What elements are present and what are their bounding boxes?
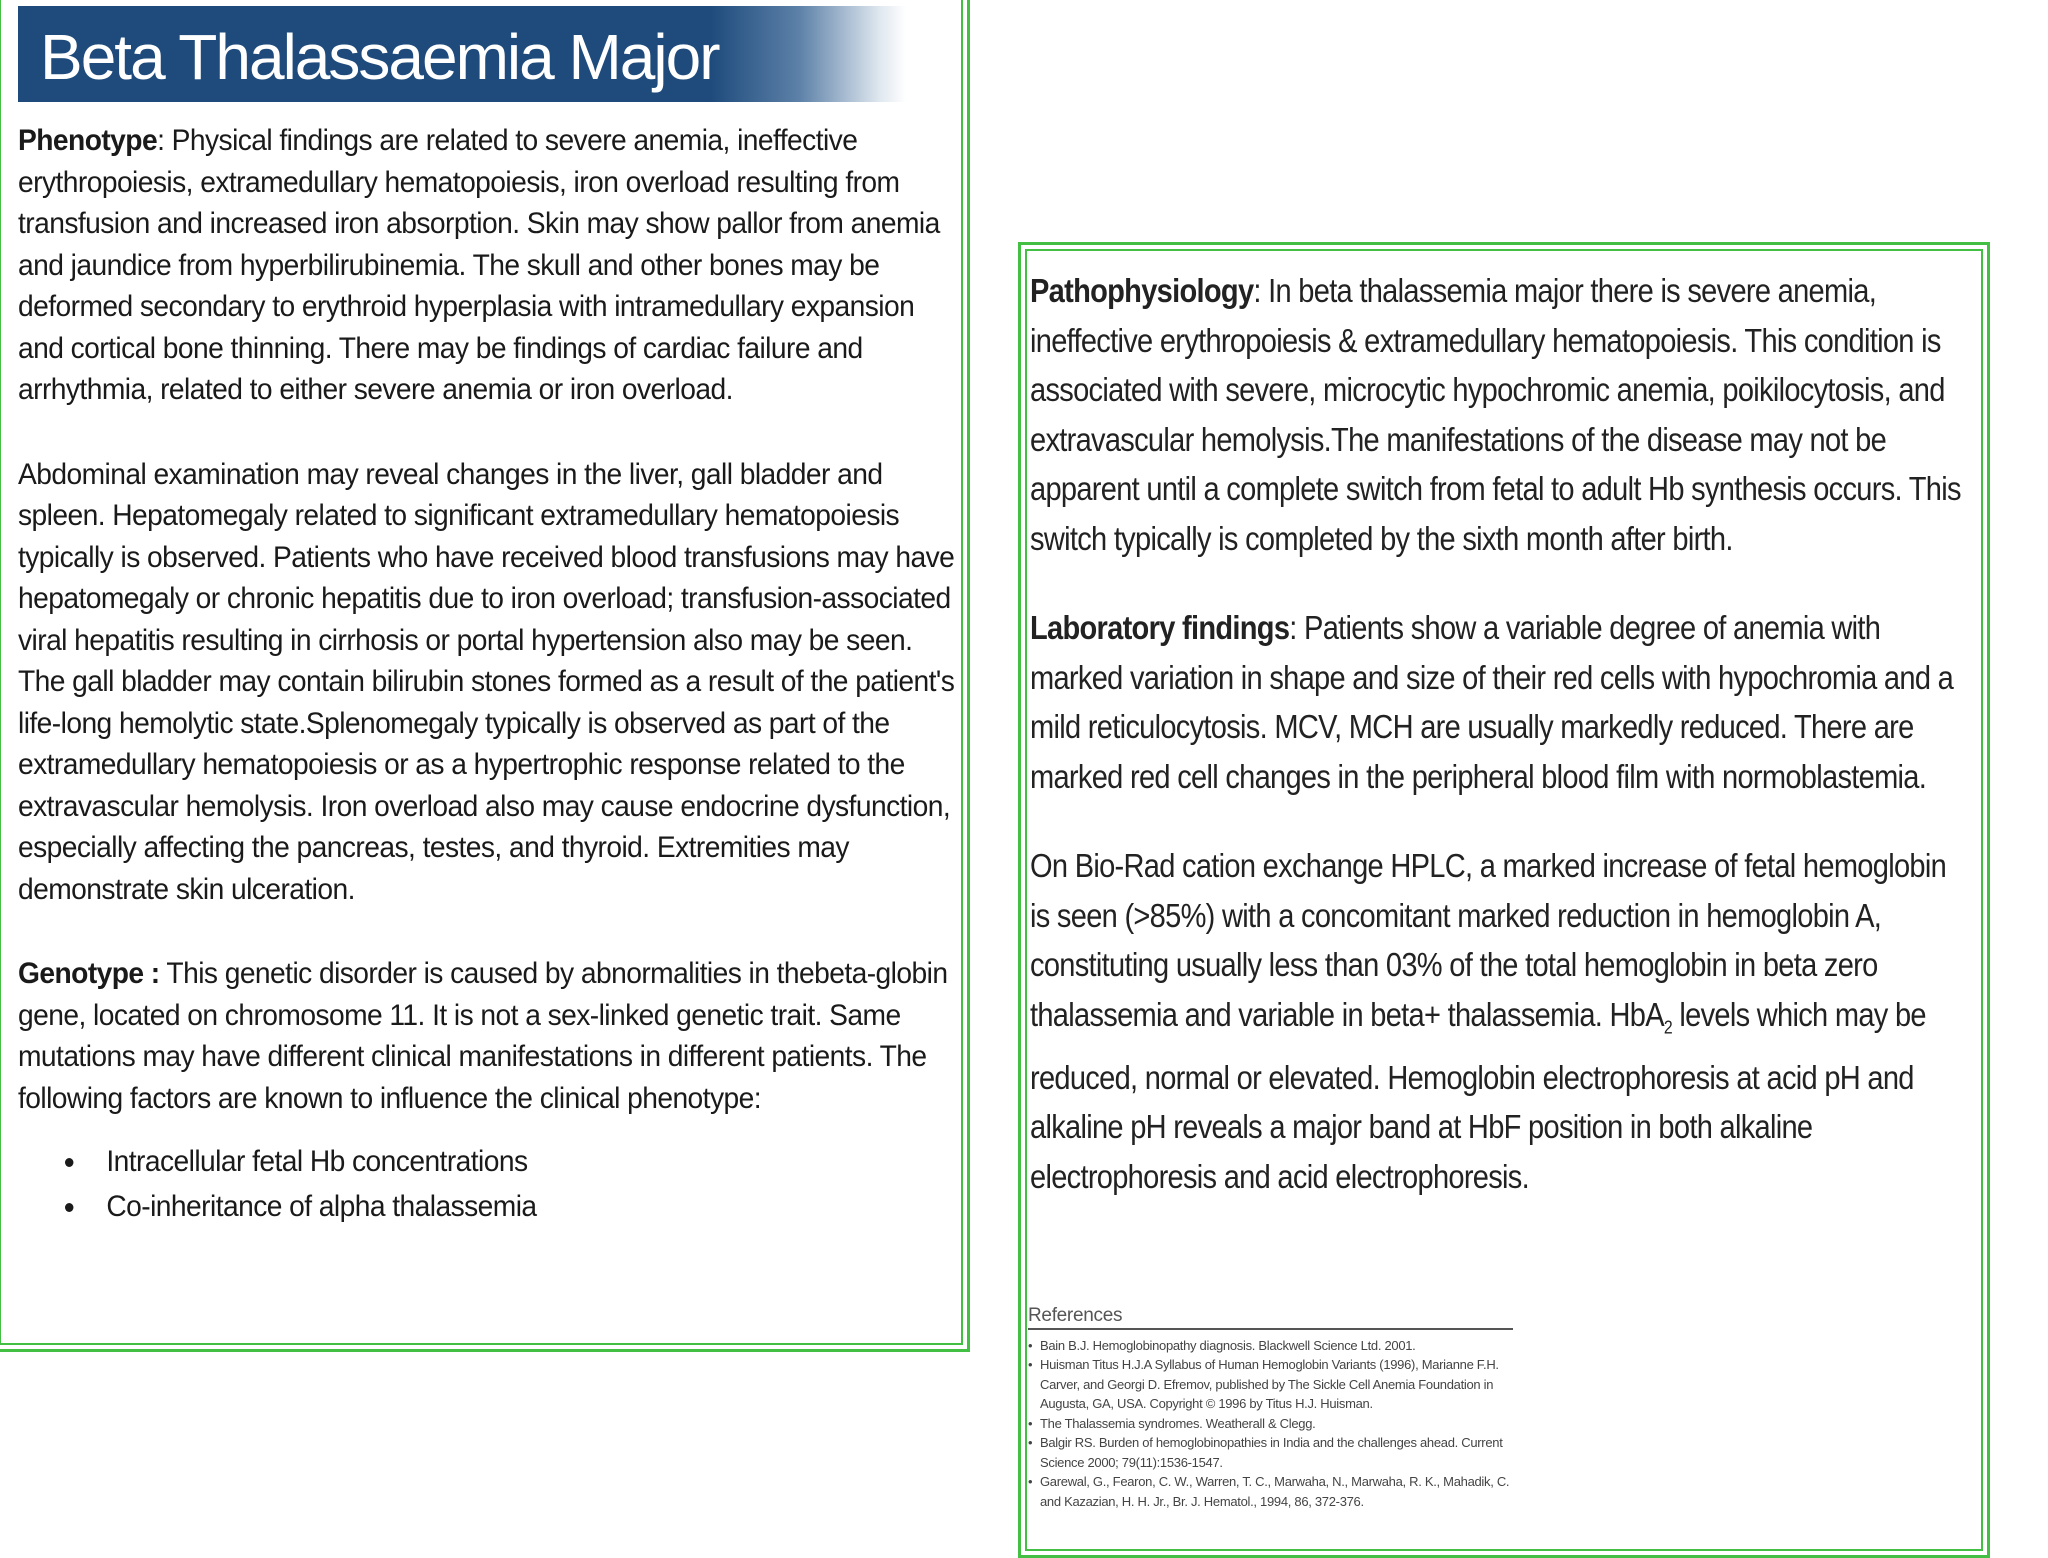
genotype-label: Genotype :: [18, 957, 160, 990]
page-title: Beta Thalassaemia Major: [40, 21, 719, 93]
lab-findings-paragraph: [1030, 603, 1963, 801]
phenotype-paragraph: [18, 120, 958, 411]
left-column: [18, 120, 958, 1229]
bullet-icon: [65, 1203, 73, 1212]
list-item: Co-inheritance of alpha thalassemia: [18, 1184, 958, 1229]
reference-item: • The Thalassemia syndromes. Weatherall & Clegg.: [1028, 1414, 1528, 1434]
list-item: Intracellular fetal Hb concentrations: [18, 1139, 958, 1184]
genotype-text: This genetic disorder is caused by abnormalities in thebeta-globin gene, located on chromosome 11. It is not a sex-linked genetic trait. Same mutations may have different clinical manifestations in different patients. The following factors are known to influence the clinical phenotype:: [18, 957, 948, 1115]
reference-item: • Garewal, G., Fearon, C. W., Warren, T. C., Marwaha, N., Marwaha, R. K., Mahadik, C. and Kazazian, H. H. Jr., Br. J. Hematol., 1994, 86, 372-376.: [1028, 1472, 1528, 1511]
abdominal-paragraph: Abdominal examination may reveal changes in the liver, gall bladder and spleen. Hepatomegaly related to significant extramedullary hematopoiesis typically is observed. Patients who have received blood transfusions may have hepatomegaly or chronic hepatitis due to iron overload; transfusion-associated viral hepatitis resulting in cirrhosis or portal hypertension also may be seen. The gall bladder may contain bilirubin stones formed as a result of the patient's life-long hemolytic state.Splenomegaly typically is observed as part of the extramedullary hematopoiesis or as a hypertrophic response related to the extravascular hemolysis. Iron overload also may cause endocrine dysfunction, especially affecting the pancreas, testes, and thyroid. Extremities may demonstrate skin ulceration.: [18, 457, 955, 906]
hplc-paragraph: On Bio-Rad cation exchange HPLC, a marked increase of fetal hemoglobin is seen (>85%) with a concomitant marked reduction in hemoglobin A, constituting usually less than 03% of the total hemoglobin in beta zero thalassemia and variable in beta+ thalassemia. HbA$_2$ levels which may be reduced, normal or elevated. Hemoglobin electrophoresis at acid pH and alkaline pH reveals a major band at HbF position in both alkaline electrophoresis and acid electrophoresis.: [1030, 847, 1947, 1195]
pathophysiology-text: : In beta thalassemia major there is severe anemia, ineffective erythropoiesis & extramedullary hematopoiesis. This condition is associated with severe, microcytic hypochromic anemia, poikilocytosis, and extravascular hemolysis.The manifestations of the disease may not be apparent until a complete switch from fetal to adult Hb synthesis occurs. This switch typically is completed by the sixth month after birth.: [1030, 272, 1961, 557]
factor-list: [18, 1139, 958, 1229]
subscript: 2: [1663, 1017, 1673, 1038]
lab-findings-text: : Patients show a variable degree of anemia with marked variation in shape and size of their red cells with hypochromia and a mild reticulocytosis. MCV, MCH are usually markedly reduced. There are marked red cell changes in the peripheral blood film with normoblastemia.: [1030, 609, 1954, 795]
right-column: [1030, 266, 1963, 1241]
pathophysiology-label: Pathophysiology: [1030, 272, 1254, 309]
reference-item: • Balgir RS. Burden of hemoglobinopathies in India and the challenges ahead. Current Science 2000; 79(11):1536-1547.: [1028, 1433, 1528, 1472]
reference-item: • Bain B.J. Hemoglobinopathy diagnosis. Blackwell Science Ltd. 2001.: [1028, 1336, 1528, 1356]
reference-item: • Huisman Titus H.J.A Syllabus of Human Hemoglobin Variants (1996), Marianne F.H. Carver, and Georgi D. Efremov, published by The Sickle Cell Anemia Foundation in Augusta, GA, USA. Copyright © 1996 by Titus H.J. Huisman.: [1028, 1355, 1528, 1414]
phenotype-text: : Physical findings are related to severe anemia, ineffective erythropoiesis, extramedullary hematopoiesis, iron overload resulting from transfusion and increased iron absorption. Skin may show pallor from anemia and jaundice from hyperbilirubinemia. The skull and other bones may be deformed secondary to erythroid hyperplasia with intramedullary expansion and cortical bone thinning. There may be findings of cardiac failure and arrhythmia, related to either severe anemia or iron overload.: [18, 124, 940, 406]
phenotype-label: Phenotype: [18, 124, 158, 157]
lab-findings-label: Laboratory findings: [1030, 609, 1290, 646]
title-banner: [18, 6, 906, 102]
references-section: [1028, 1306, 1528, 1511]
references-list: [1028, 1336, 1528, 1512]
bullet-icon: [65, 1158, 73, 1167]
references-title: References: [1028, 1306, 1513, 1330]
pathophysiology-paragraph: [1030, 266, 1963, 563]
genotype-paragraph: [18, 953, 958, 1119]
